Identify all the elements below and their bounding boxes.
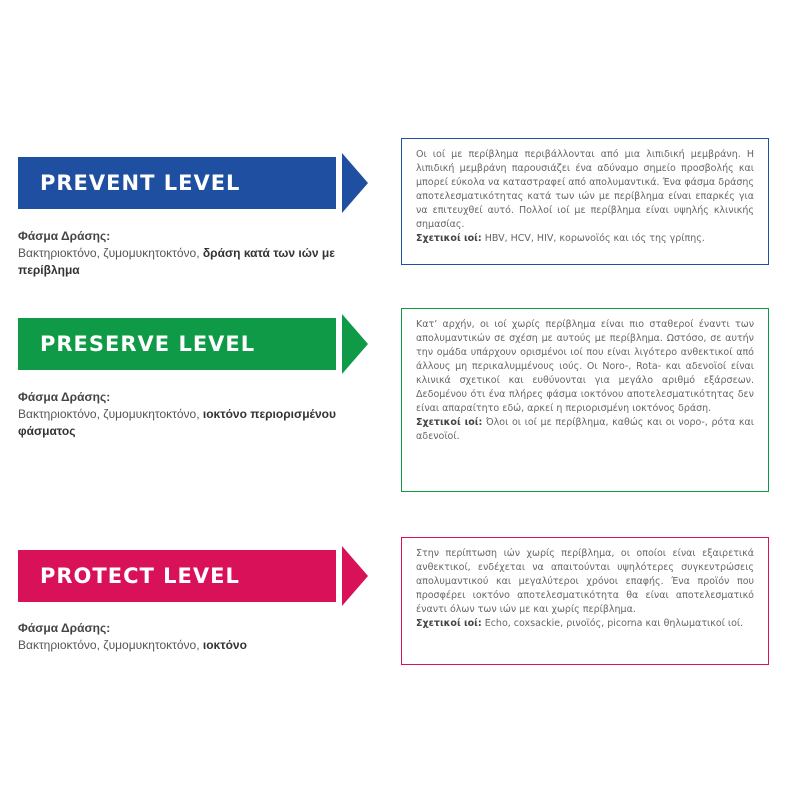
prevent-spectrum: [18, 228, 358, 279]
protect-level-title: PROTECT LEVEL: [40, 564, 240, 588]
preserve-info-box: [401, 308, 769, 492]
preserve-level-bar: [18, 318, 336, 370]
info-description: Κατ’ αρχήν, οι ιοί χωρίς περίβλημα είναι πιο σταθεροί έναντι των απολυμαντικών σε σχέση με αυτούς με περίβλημα. Ωστόσο, σε αυτήν την ομάδα υπάρχουν ορισμένοι ιοί που είναι λιγότερο ανθεκτικοί από άλλους μη περικαλυμμένους ιούς. Οι Noro-, Rota- και αδενοϊοί είναι κλινικά σχετικοί και ευθύνονται για μεγάλο αριθμό εξάρσεων. Δεδομένου ότι ένα πλήρες φάσμα ιοκτόνου αποτελεσματικότητας δεν είναι απαραίτητο εδώ, αρκεί η περιορισμένη ιοκτόνος δράση.: [416, 319, 754, 414]
related-viruses-text: Όλοι οι ιοί με περίβλημα, καθώς και οι νορο-, ρότα και αδενοϊοί.: [416, 417, 754, 442]
protect-level-bar: [18, 550, 336, 602]
spectrum-plain: Βακτηριοκτόνο, ζυμομυκητοκτόνο,: [18, 407, 203, 421]
spectrum-bold: δράση κατά των ιών με περίβλημα: [18, 246, 335, 277]
arrow-right-icon: [342, 546, 368, 606]
spectrum-label: Φάσμα Δράσης:: [18, 390, 111, 404]
arrow-right-icon: [342, 153, 368, 213]
protect-level-banner: [18, 550, 368, 602]
prevent-level-banner: [18, 157, 368, 209]
protect-info-box: [401, 537, 769, 665]
spectrum-bold: ιοκτόνο: [202, 638, 247, 652]
related-viruses-label: Σχετικοί ιοί:: [416, 233, 482, 244]
spectrum-label: Φάσμα Δράσης:: [18, 621, 111, 635]
prevent-info-box: [401, 138, 769, 265]
related-viruses-label: Σχετικοί ιοί:: [416, 417, 483, 428]
arrow-right-icon: [342, 314, 368, 374]
related-viruses-text: Echo, coxsackie, ρινοϊός, picorna και θηλωματικοί ιοί.: [481, 618, 744, 629]
spectrum-text: [18, 246, 335, 277]
info-description: Οι ιοί με περίβλημα περιβάλλονται από μια λιπιδική μεμβράνη. Η λιπιδική μεμβράνη παρουσιάζει ένα αδύναμο σημείο προσβολής και μπορεί εύκολα να καταστραφεί από απολυμαντικά. Ένα φάσμα δράσης αποτελεσματικότητας κατά των ιών με περίβλημα είναι επαρκές για να επιτευχθεί αυτό. Πολλοί ιοί με περίβλημα είναι υψηλής κλινικής σημασίας.: [416, 149, 754, 230]
spectrum-bold: ιοκτόνο περιορισμένου φάσματος: [18, 407, 336, 438]
spectrum-text: [18, 638, 247, 652]
related-viruses-label: Σχετικοί ιοί:: [416, 618, 482, 629]
spectrum-text: [18, 407, 336, 438]
preserve-spectrum: [18, 389, 358, 440]
spectrum-plain: Βακτηριοκτόνο, ζυμομυκητοκτόνο,: [18, 638, 203, 652]
prevent-level-title: PREVENT LEVEL: [40, 171, 241, 195]
preserve-level-banner: [18, 318, 368, 370]
spectrum-label: Φάσμα Δράσης:: [18, 229, 111, 243]
spectrum-plain: Βακτηριοκτόνο, ζυμομυκητοκτόνο,: [18, 246, 203, 260]
prevent-level-bar: [18, 157, 336, 209]
related-viruses-text: HBV, HCV, HIV, κορωνοϊός και ιός της γρίπης.: [481, 233, 705, 244]
info-description: Στην περίπτωση ιών χωρίς περίβλημα, οι οποίοι είναι εξαιρετικά ανθεκτικοί, ενδέχεται να απαιτούνται υψηλότερες συγκεντρώσεις απολυμαντικού και μεγαλύτεροι χρόνοι επαφής. Ένα προϊόν που προσφέρει ιοκτόνο αποτελεσματικότητα θα είναι αποτελεσματικό έναντι όλων των ιών με και χωρίς περίβλημα.: [416, 548, 754, 615]
protect-spectrum: [18, 620, 358, 654]
preserve-level-title: PRESERVE LEVEL: [40, 332, 256, 356]
